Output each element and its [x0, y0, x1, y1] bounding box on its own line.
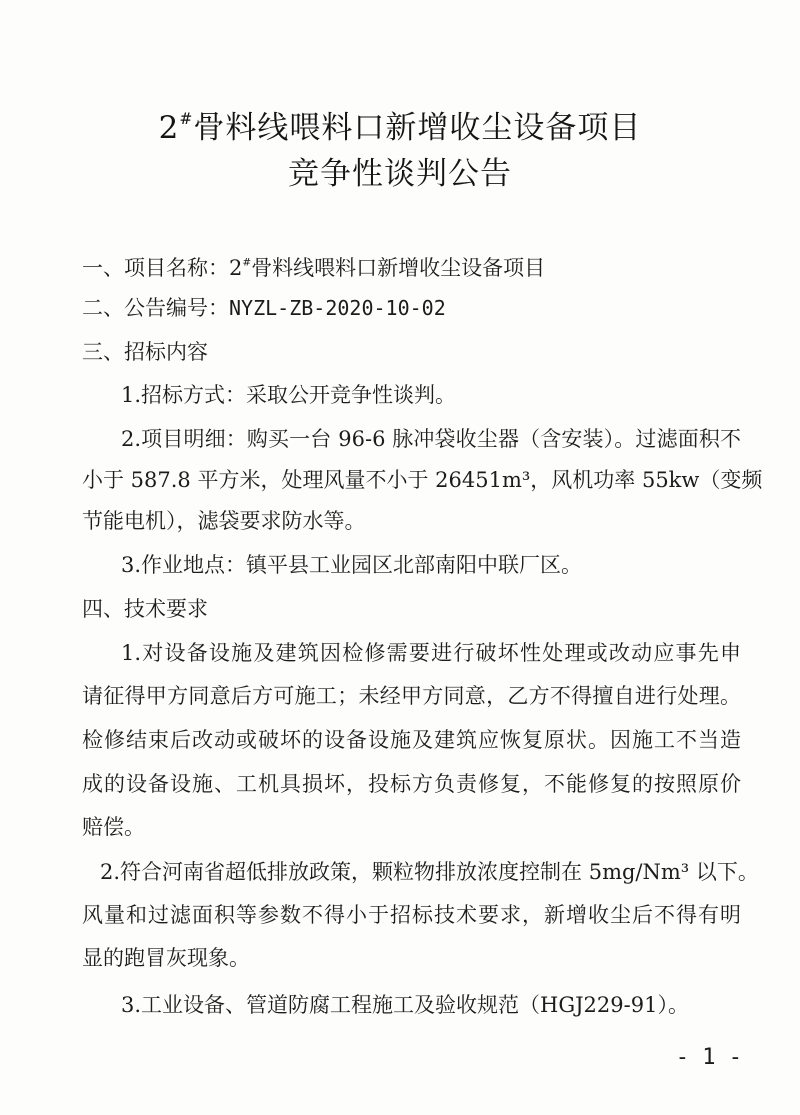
document-title-line2: 竞争性谈判公告 [288, 156, 512, 192]
tech-req-1-line-5: 赔偿。 [82, 815, 145, 839]
project-details-line-2: 小于 587.8 平方米，处理风量不小于 26451m³，风机功率 55kw（变频 [82, 468, 763, 492]
project-name-line: 一、项目名称：2#骨料线喂料口新增收尘设备项目 [82, 256, 546, 280]
project-details-line-1: 2.项目明细：购买一台 96-6 脉冲袋收尘器（含安装）。过滤面积不 [121, 427, 741, 451]
announcement-number-line: 二、公告编号：NYZL-ZB-2020-10-02 [82, 296, 446, 320]
tech-req-2-line-2: 风量和过滤面积等参数不得小于招标技术要求，新增收尘后不得有明 [82, 903, 741, 927]
project-details-line-3: 节能电机），滤袋要求防水等。 [82, 509, 366, 533]
tech-req-1-line-2: 请征得甲方同意后方可施工；未经甲方同意，乙方不得擅自进行处理。 [82, 684, 741, 708]
tender-method-item: 1.招标方式：采取公开竞争性谈判。 [121, 383, 457, 407]
tech-req-1-line-3: 检修结束后改动或破坏的设备设施及建筑应恢复原状。因施工不当造 [82, 728, 741, 752]
tech-req-2-line-3: 显的跑冒灰现象。 [82, 946, 250, 970]
tech-req-1-line-1: 1.对设备设施及建筑因检修需要进行破坏性处理或改动应事先申 [121, 641, 741, 665]
tech-req-3-item: 3.工业设备、管道防腐工程施工及验收规范（HGJ229-91）。 [121, 993, 689, 1017]
page-number: - 1 - [675, 1045, 742, 1070]
section-heading-technical-requirements: 四、技术要求 [82, 597, 208, 621]
document-title-line1: 2#骨料线喂料口新增收尘设备项目 [158, 110, 642, 146]
section-heading-tender-content: 三、招标内容 [82, 340, 208, 364]
tech-req-2-line-1: 2.符合河南省超低排放政策，颗粒物排放浓度控制在 5mg/Nm³ 以下。 [100, 860, 759, 884]
work-location-item: 3.作业地点：镇平县工业园区北部南阳中联厂区。 [121, 553, 583, 577]
tech-req-1-line-4: 成的设备设施、工机具损坏，投标方负责修复，不能修复的按照原价 [82, 772, 741, 796]
